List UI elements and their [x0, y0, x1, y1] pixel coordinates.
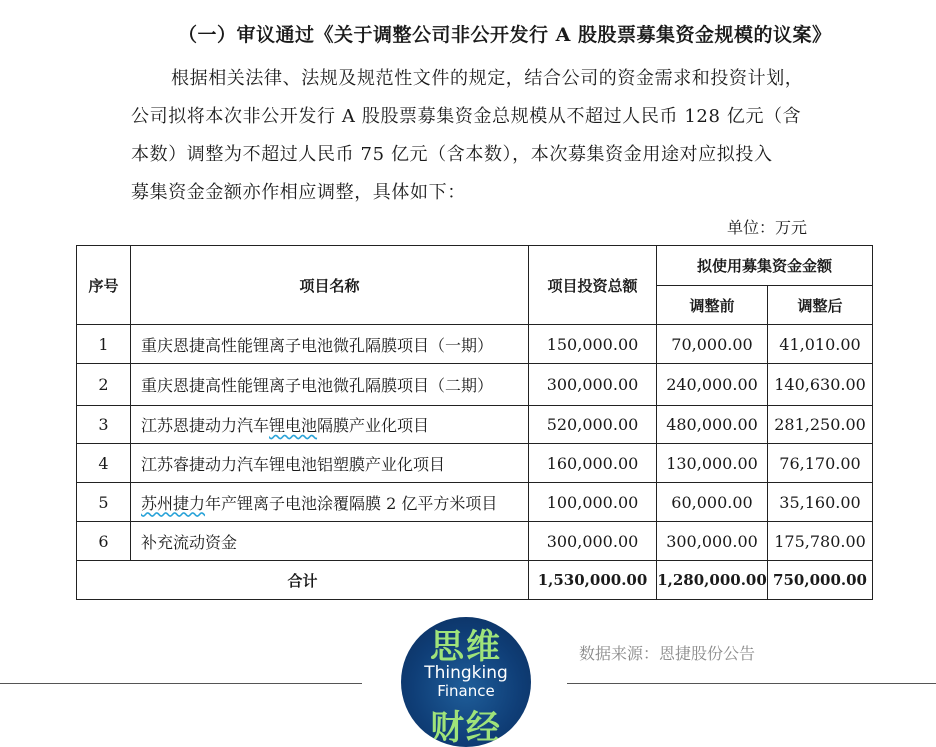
row-project-name: 补充流动资金 — [131, 522, 529, 561]
row-total: 150,000.00 — [529, 325, 657, 364]
table-row — [77, 522, 873, 561]
project-name-part: 年产锂离子电池涂覆隔膜 2 亿平方米项目 — [205, 493, 498, 513]
row-no: 6 — [77, 522, 131, 561]
fund-allocation-table — [76, 245, 873, 600]
logo-en-line2: Finance — [437, 682, 495, 700]
header-project-name: 项目名称 — [131, 246, 529, 325]
row-project-name: 江苏睿捷动力汽车锂电池铝塑膜产业化项目 — [131, 444, 529, 483]
header-no: 序号 — [77, 246, 131, 325]
row-after: 281,250.00 — [768, 406, 873, 444]
row-before: 480,000.00 — [657, 406, 768, 444]
header-total-investment: 项目投资总额 — [529, 246, 657, 325]
document-heading: （一）审议通过《关于调整公司非公开发行 A 股股票募集资金规模的议案》 — [178, 24, 832, 46]
row-before: 70,000.00 — [657, 325, 768, 364]
row-total: 520,000.00 — [529, 406, 657, 444]
row-after: 35,160.00 — [768, 483, 873, 522]
row-total: 100,000.00 — [529, 483, 657, 522]
row-after: 76,170.00 — [768, 444, 873, 483]
row-before: 60,000.00 — [657, 483, 768, 522]
total-after-sum: 750,000.00 — [768, 561, 873, 600]
thinking-finance-logo — [401, 617, 531, 747]
footer-divider-left — [0, 683, 362, 684]
row-total: 300,000.00 — [529, 522, 657, 561]
header-planned-funds: 拟使用募集资金金额 — [657, 246, 873, 286]
logo-cn-bottom: 财经 — [430, 708, 502, 747]
row-no: 3 — [77, 406, 131, 444]
row-no: 2 — [77, 364, 131, 406]
row-project-name — [131, 483, 529, 522]
header-after-adjustment: 调整后 — [768, 286, 873, 325]
row-project-name: 重庆恩捷高性能锂离子电池微孔隔膜项目（一期） — [131, 325, 529, 364]
row-after: 140,630.00 — [768, 364, 873, 406]
total-label: 合计 — [77, 561, 529, 600]
row-after: 41,010.00 — [768, 325, 873, 364]
row-no: 4 — [77, 444, 131, 483]
row-project-name: 重庆恩捷高性能锂离子电池微孔隔膜项目（二期） — [131, 364, 529, 406]
row-total: 300,000.00 — [529, 364, 657, 406]
paragraph-line-3: 本数）调整为不超过人民币 75 亿元（含本数），本次募集资金用途对应拟投入 — [131, 144, 773, 165]
row-before: 130,000.00 — [657, 444, 768, 483]
spellcheck-underlined-text: 锂电池 — [269, 416, 318, 435]
row-project-name — [131, 406, 529, 444]
project-name-part: 江苏恩捷动力汽车 — [141, 416, 270, 435]
table-row — [77, 483, 873, 522]
unit-label: 单位：万元 — [727, 218, 808, 237]
logo-en-line1: Thingking — [424, 663, 508, 683]
row-after: 175,780.00 — [768, 522, 873, 561]
paragraph-line-2: 公司拟将本次非公开发行 A 股股票募集资金总规模从不超过人民币 128 亿元（含 — [131, 106, 802, 127]
paragraph-line-4: 募集资金金额亦作相应调整，具体如下： — [131, 182, 466, 203]
data-source-note: 数据来源：恩捷股份公告 — [579, 644, 756, 663]
total-investment-sum: 1,530,000.00 — [529, 561, 657, 600]
paragraph-line-1: 根据相关法律、法规及规范性文件的规定，结合公司的资金需求和投资计划， — [171, 68, 804, 89]
total-before-sum: 1,280,000.00 — [657, 561, 768, 600]
table-row — [77, 364, 873, 406]
table-row — [77, 325, 873, 364]
logo-cn-top: 思维 — [430, 627, 502, 667]
row-before: 240,000.00 — [657, 364, 768, 406]
row-no: 5 — [77, 483, 131, 522]
footer-divider-right — [567, 683, 936, 684]
table-row — [77, 406, 873, 444]
spellcheck-underlined-text: 苏州捷力 — [141, 493, 206, 513]
table-total-row — [77, 561, 873, 600]
row-no: 1 — [77, 325, 131, 364]
project-name-part: 隔膜产业化项目 — [317, 416, 430, 435]
header-before-adjustment: 调整前 — [657, 286, 768, 325]
table-row — [77, 444, 873, 483]
row-before: 300,000.00 — [657, 522, 768, 561]
row-total: 160,000.00 — [529, 444, 657, 483]
